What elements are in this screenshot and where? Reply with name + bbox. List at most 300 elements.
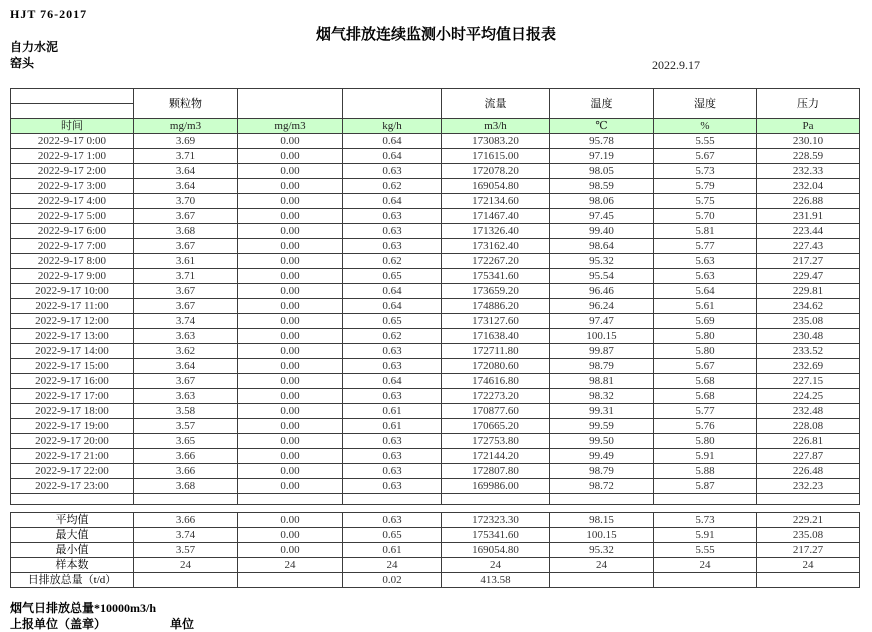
doc-code: HJT 76-2017 [10,7,88,21]
summary-row-value-cell: 235.08 [757,528,860,543]
empty-cell [654,494,757,505]
table-row-value-cell: 174886.20 [442,299,550,314]
table-row-value-cell: 3.74 [134,314,238,329]
table-row [11,404,860,419]
table-row-label-cell: 2022-9-17 3:00 [11,179,134,194]
table-row-label-cell: 2022-9-17 17:00 [11,389,134,404]
summary-row-value-cell: 3.57 [134,543,238,558]
table-row-value-cell: 0.65 [343,314,442,329]
table-row-value-cell: 3.67 [134,374,238,389]
table-row [11,254,860,269]
table-row-value-cell: 5.87 [654,479,757,494]
time-header-bottom-cell [11,104,134,119]
table-row-value-cell: 0.63 [343,344,442,359]
empty-cell [550,494,654,505]
summary-row-value-cell: 3.74 [134,528,238,543]
header-time: 时间 [11,119,134,134]
table-row-value-cell: 175341.60 [442,269,550,284]
summary-row [11,543,860,558]
table-row-label-cell: 2022-9-17 7:00 [11,239,134,254]
table-header [11,89,860,134]
table-row-value-cell: 0.00 [238,224,343,239]
table-row-value-cell: 5.63 [654,254,757,269]
table-row-value-cell: 230.48 [757,329,860,344]
table-row-value-cell: 226.48 [757,464,860,479]
report-table [10,88,860,588]
table-row-value-cell: 0.00 [238,404,343,419]
summary-row-value-cell: 229.21 [757,513,860,528]
table-row-value-cell: 5.76 [654,419,757,434]
table-row [11,224,860,239]
summary-row-label-cell: 样本数 [11,558,134,573]
table-row-value-cell: 171326.40 [442,224,550,239]
summary-row-value-cell: 24 [550,558,654,573]
table-row [11,434,860,449]
table-row-value-cell: 0.00 [238,239,343,254]
gap-row [11,505,860,513]
table-row-value-cell: 99.50 [550,434,654,449]
table-row-value-cell: 3.67 [134,209,238,224]
summary-row-value-cell: 0.63 [343,513,442,528]
table-row-value-cell: 98.72 [550,479,654,494]
summary-row-value-cell: 217.27 [757,543,860,558]
summary-row-value-cell: 24 [442,558,550,573]
table-row-value-cell: 97.47 [550,314,654,329]
table-row-value-cell: 172267.20 [442,254,550,269]
table-row-value-cell: 0.64 [343,299,442,314]
table-row-value-cell: 3.68 [134,479,238,494]
table-row-value-cell: 98.06 [550,194,654,209]
table-row-value-cell: 95.54 [550,269,654,284]
table-row [11,329,860,344]
summary-row-value-cell: 0.00 [238,543,343,558]
table-row-value-cell: 96.24 [550,299,654,314]
table-row-value-cell: 0.64 [343,284,442,299]
table-row-value-cell: 171615.00 [442,149,550,164]
table-row-value-cell: 0.62 [343,329,442,344]
summary-row-label-cell: 最小值 [11,543,134,558]
table-row-value-cell: 5.69 [654,314,757,329]
table-row [11,299,860,314]
table-row-value-cell: 98.79 [550,464,654,479]
table-row-label-cell: 2022-9-17 4:00 [11,194,134,209]
table-row-value-cell: 232.23 [757,479,860,494]
table-row-value-cell: 0.00 [238,254,343,269]
table-row-value-cell: 3.63 [134,389,238,404]
summary-row-value-cell: 413.58 [442,573,550,588]
report-date: 2022.9.17 [652,58,700,72]
summary-row-value-cell [550,573,654,588]
table-row-value-cell: 0.62 [343,254,442,269]
table-row-label-cell: 2022-9-17 8:00 [11,254,134,269]
empty-cell [11,494,134,505]
table-row-label-cell: 2022-9-17 21:00 [11,449,134,464]
table-row-value-cell: 3.64 [134,359,238,374]
table-row-value-cell: 0.63 [343,224,442,239]
table-row-value-cell: 0.65 [343,269,442,284]
table-row-value-cell: 0.64 [343,374,442,389]
table-row-value-cell: 172078.20 [442,164,550,179]
summary-row [11,528,860,543]
summary-row-value-cell: 0.00 [238,513,343,528]
table-row-value-cell: 5.77 [654,404,757,419]
report-unit-label: 上报单位（盖章） [10,617,107,631]
table-row-value-cell: 224.25 [757,389,860,404]
table-row-value-cell: 98.59 [550,179,654,194]
table-row-value-cell: 169054.80 [442,179,550,194]
table-row-value-cell: 100.15 [550,329,654,344]
table-row [11,239,860,254]
table-row-value-cell: 5.91 [654,449,757,464]
table-row-value-cell: 0.00 [238,374,343,389]
group-header-row [11,89,860,104]
table-row-value-cell: 98.81 [550,374,654,389]
table-row-value-cell: 173162.40 [442,239,550,254]
table-row [11,179,860,194]
table-row-value-cell: 5.81 [654,224,757,239]
table-row-value-cell: 5.63 [654,269,757,284]
table-row-label-cell: 2022-9-17 22:00 [11,464,134,479]
gap-cell [11,505,860,513]
table-row-value-cell: 0.63 [343,239,442,254]
table-row-value-cell: 5.80 [654,344,757,359]
table-row-value-cell: 3.71 [134,149,238,164]
table-row [11,194,860,209]
table-row-value-cell: 3.64 [134,164,238,179]
table-row-value-cell: 0.63 [343,209,442,224]
table-row-value-cell: 0.00 [238,149,343,164]
table-row-value-cell: 172753.80 [442,434,550,449]
table-row-label-cell: 2022-9-17 1:00 [11,149,134,164]
summary-row-value-cell: 0.65 [343,528,442,543]
table-row-value-cell: 99.31 [550,404,654,419]
table-row-value-cell: 3.63 [134,329,238,344]
table-row [11,284,860,299]
summary-row-value-cell [238,573,343,588]
table-row-value-cell: 0.00 [238,179,343,194]
table-row-value-cell: 0.00 [238,344,343,359]
table-row-value-cell: 232.69 [757,359,860,374]
table-row-value-cell: 229.81 [757,284,860,299]
table-row-value-cell: 3.66 [134,449,238,464]
empty-cell [442,494,550,505]
table-row-value-cell: 172807.80 [442,464,550,479]
summary-row-value-cell: 24 [654,558,757,573]
header-col3 [238,89,343,119]
table-row-value-cell: 231.91 [757,209,860,224]
table-row-value-cell: 172144.20 [442,449,550,464]
table-row-value-cell: 223.44 [757,224,860,239]
table-row-value-cell: 227.43 [757,239,860,254]
table-row-value-cell: 0.00 [238,329,343,344]
table-row-value-cell: 229.47 [757,269,860,284]
table-row-value-cell: 5.80 [654,329,757,344]
table-row [11,269,860,284]
table-row [11,314,860,329]
summary-row-value-cell [134,573,238,588]
table-row-value-cell: 3.58 [134,404,238,419]
summary-row [11,558,860,573]
table-row-value-cell: 0.00 [238,134,343,149]
footer-note: 烟气日排放总量*10000m3/h [10,601,157,615]
table-row [11,374,860,389]
table-row-value-cell: 95.78 [550,134,654,149]
table-row-value-cell: 0.63 [343,449,442,464]
table-row-value-cell: 5.67 [654,149,757,164]
table-row-value-cell: 5.68 [654,389,757,404]
summary-row-value-cell: 5.91 [654,528,757,543]
page-title: 烟气排放连续监测小时平均值日报表 [315,27,556,43]
table-row-value-cell: 99.49 [550,449,654,464]
table-row-value-cell: 3.67 [134,299,238,314]
summary-row [11,513,860,528]
table-row-value-cell: 0.63 [343,164,442,179]
table-row-value-cell: 98.79 [550,359,654,374]
summary-row-value-cell: 0.61 [343,543,442,558]
summary-row-value-cell [757,573,860,588]
table-row-label-cell: 2022-9-17 18:00 [11,404,134,419]
table-row-value-cell: 0.00 [238,449,343,464]
table-row-value-cell: 227.15 [757,374,860,389]
table-row-label-cell: 2022-9-17 9:00 [11,269,134,284]
unit-label: 单位 [170,617,195,631]
summary-row-value-cell: 172323.30 [442,513,550,528]
table-row [11,359,860,374]
table-row-value-cell: 0.61 [343,404,442,419]
table-row-value-cell: 0.00 [238,419,343,434]
table-row-value-cell: 3.70 [134,194,238,209]
summary-row-value-cell: 5.55 [654,543,757,558]
table-row-label-cell: 2022-9-17 19:00 [11,419,134,434]
table-row-value-cell: 0.63 [343,434,442,449]
empty-cell [343,494,442,505]
table-row-value-cell: 172711.80 [442,344,550,359]
table-row-value-cell: 3.69 [134,134,238,149]
table-row-value-cell: 171638.40 [442,329,550,344]
unit-header-row [11,119,860,134]
table-row-value-cell: 5.67 [654,359,757,374]
table-row [11,344,860,359]
table-row-value-cell: 228.08 [757,419,860,434]
table-row [11,164,860,179]
unit-mgm3-2: mg/m3 [238,119,343,134]
time-header-top-cell [11,89,134,104]
table-row-value-cell: 97.19 [550,149,654,164]
table-row-label-cell: 2022-9-17 13:00 [11,329,134,344]
table-row-value-cell: 0.00 [238,194,343,209]
summary-row-value-cell: 24 [757,558,860,573]
header-col4 [343,89,442,119]
summary-row-value-cell: 0.00 [238,528,343,543]
empty-row [11,494,860,505]
table-row-value-cell: 233.52 [757,344,860,359]
table-row-value-cell: 99.40 [550,224,654,239]
table-row-value-cell: 173659.20 [442,284,550,299]
header-humidity: 湿度 [654,89,757,119]
table-row-value-cell: 0.63 [343,389,442,404]
table-row-value-cell: 3.62 [134,344,238,359]
summary-row-value-cell: 100.15 [550,528,654,543]
table-row-value-cell: 227.87 [757,449,860,464]
table-summary-body [11,513,860,588]
table-row [11,449,860,464]
table-row-value-cell: 169986.00 [442,479,550,494]
table-row-value-cell: 99.59 [550,419,654,434]
table-row [11,149,860,164]
table-row-label-cell: 2022-9-17 12:00 [11,314,134,329]
table-row-value-cell: 0.00 [238,389,343,404]
table-row-value-cell: 174616.80 [442,374,550,389]
summary-row-value-cell: 24 [134,558,238,573]
summary-row-value-cell: 5.73 [654,513,757,528]
table-row-value-cell: 0.00 [238,314,343,329]
table-row-value-cell: 3.61 [134,254,238,269]
table-row-value-cell: 172080.60 [442,359,550,374]
header-flow: 流量 [442,89,550,119]
empty-cell [238,494,343,505]
summary-row-label-cell: 日排放总量（t/d） [11,573,134,588]
table-row-value-cell: 0.64 [343,194,442,209]
table-row-value-cell: 3.71 [134,269,238,284]
table-row-value-cell: 173127.60 [442,314,550,329]
empty-cell [134,494,238,505]
table-row-value-cell: 0.61 [343,419,442,434]
table-row-value-cell: 170665.20 [442,419,550,434]
table-row-value-cell: 98.05 [550,164,654,179]
table-row-value-cell: 0.63 [343,479,442,494]
table-row-value-cell: 0.00 [238,164,343,179]
table-row-value-cell: 3.67 [134,239,238,254]
table-row-value-cell: 0.00 [238,434,343,449]
table-row-value-cell: 99.87 [550,344,654,359]
table-row-value-cell: 98.32 [550,389,654,404]
table-row-value-cell: 98.64 [550,239,654,254]
table-row-value-cell: 3.65 [134,434,238,449]
table-row-value-cell: 3.57 [134,419,238,434]
summary-row-value-cell: 3.66 [134,513,238,528]
table-row-label-cell: 2022-9-17 5:00 [11,209,134,224]
table-row-label-cell: 2022-9-17 0:00 [11,134,134,149]
table-row-value-cell: 226.81 [757,434,860,449]
table-row-value-cell: 228.59 [757,149,860,164]
table-row-value-cell: 173083.20 [442,134,550,149]
table-row-value-cell: 232.48 [757,404,860,419]
table-row [11,389,860,404]
table-row [11,464,860,479]
table-row-label-cell: 2022-9-17 2:00 [11,164,134,179]
table-row-label-cell: 2022-9-17 6:00 [11,224,134,239]
table-row-value-cell: 172134.60 [442,194,550,209]
company-name: 自力水泥 [10,40,59,54]
unit-mgm3-1: mg/m3 [134,119,238,134]
table-row-value-cell: 0.62 [343,179,442,194]
table-row-value-cell: 5.75 [654,194,757,209]
table-row-value-cell: 3.68 [134,224,238,239]
table-row-value-cell: 234.62 [757,299,860,314]
table-row [11,479,860,494]
table-row-value-cell: 5.64 [654,284,757,299]
table-row-label-cell: 2022-9-17 15:00 [11,359,134,374]
table-row [11,209,860,224]
header-temperature: 温度 [550,89,654,119]
table-row [11,134,860,149]
table-row-label-cell: 2022-9-17 11:00 [11,299,134,314]
table-row-value-cell: 0.00 [238,299,343,314]
table-row-value-cell: 5.79 [654,179,757,194]
table-row-value-cell: 97.45 [550,209,654,224]
table-row-value-cell: 0.00 [238,479,343,494]
summary-row-value-cell: 175341.60 [442,528,550,543]
table-row-value-cell: 5.73 [654,164,757,179]
table-data-body [11,134,860,505]
table-row-value-cell: 0.64 [343,149,442,164]
table-row-value-cell: 5.68 [654,374,757,389]
table-row-label-cell: 2022-9-17 14:00 [11,344,134,359]
table-row-value-cell: 172273.20 [442,389,550,404]
table-row-value-cell: 217.27 [757,254,860,269]
table-row-label-cell: 2022-9-17 23:00 [11,479,134,494]
header-pressure: 压力 [757,89,860,119]
empty-cell [757,494,860,505]
table-gap [11,505,860,513]
table-row-label-cell: 2022-9-17 20:00 [11,434,134,449]
location-name: 窑头 [10,56,35,70]
summary-row-label-cell: 最大值 [11,528,134,543]
table-row-value-cell: 95.32 [550,254,654,269]
table-row-value-cell: 5.88 [654,464,757,479]
table-row-label-cell: 2022-9-17 16:00 [11,374,134,389]
unit-kgh: kg/h [343,119,442,134]
table-row-value-cell: 232.33 [757,164,860,179]
summary-row-value-cell: 24 [343,558,442,573]
summary-row-value-cell: 169054.80 [442,543,550,558]
table-row-value-cell: 0.00 [238,269,343,284]
table-row-value-cell: 3.64 [134,179,238,194]
table-row-value-cell: 96.46 [550,284,654,299]
summary-row-value-cell: 95.32 [550,543,654,558]
table-row-value-cell: 5.55 [654,134,757,149]
table-row-value-cell: 5.61 [654,299,757,314]
table-row-value-cell: 0.00 [238,464,343,479]
table-row-label-cell: 2022-9-17 10:00 [11,284,134,299]
table-row-value-cell: 5.77 [654,239,757,254]
unit-m3h: m3/h [442,119,550,134]
table-row-value-cell: 232.04 [757,179,860,194]
table-row-value-cell: 230.10 [757,134,860,149]
table-row-value-cell: 235.08 [757,314,860,329]
table-row-value-cell: 0.63 [343,359,442,374]
table-row-value-cell: 3.67 [134,284,238,299]
table-row-value-cell: 0.00 [238,284,343,299]
unit-celsius: ℃ [550,119,654,134]
table-row-value-cell: 170877.60 [442,404,550,419]
table-row-value-cell: 226.88 [757,194,860,209]
table-row-value-cell: 0.63 [343,464,442,479]
table-row-value-cell: 5.80 [654,434,757,449]
table-row-value-cell: 0.00 [238,209,343,224]
table-row-value-cell: 0.64 [343,134,442,149]
summary-row-value-cell: 98.15 [550,513,654,528]
header-particulate: 颗粒物 [134,89,238,119]
summary-row-label-cell: 平均值 [11,513,134,528]
table-row-value-cell: 0.00 [238,359,343,374]
table-row-value-cell: 171467.40 [442,209,550,224]
unit-percent: % [654,119,757,134]
summary-row-value-cell [654,573,757,588]
summary-row-value-cell: 0.02 [343,573,442,588]
table-row-value-cell: 3.66 [134,464,238,479]
unit-pa: Pa [757,119,860,134]
